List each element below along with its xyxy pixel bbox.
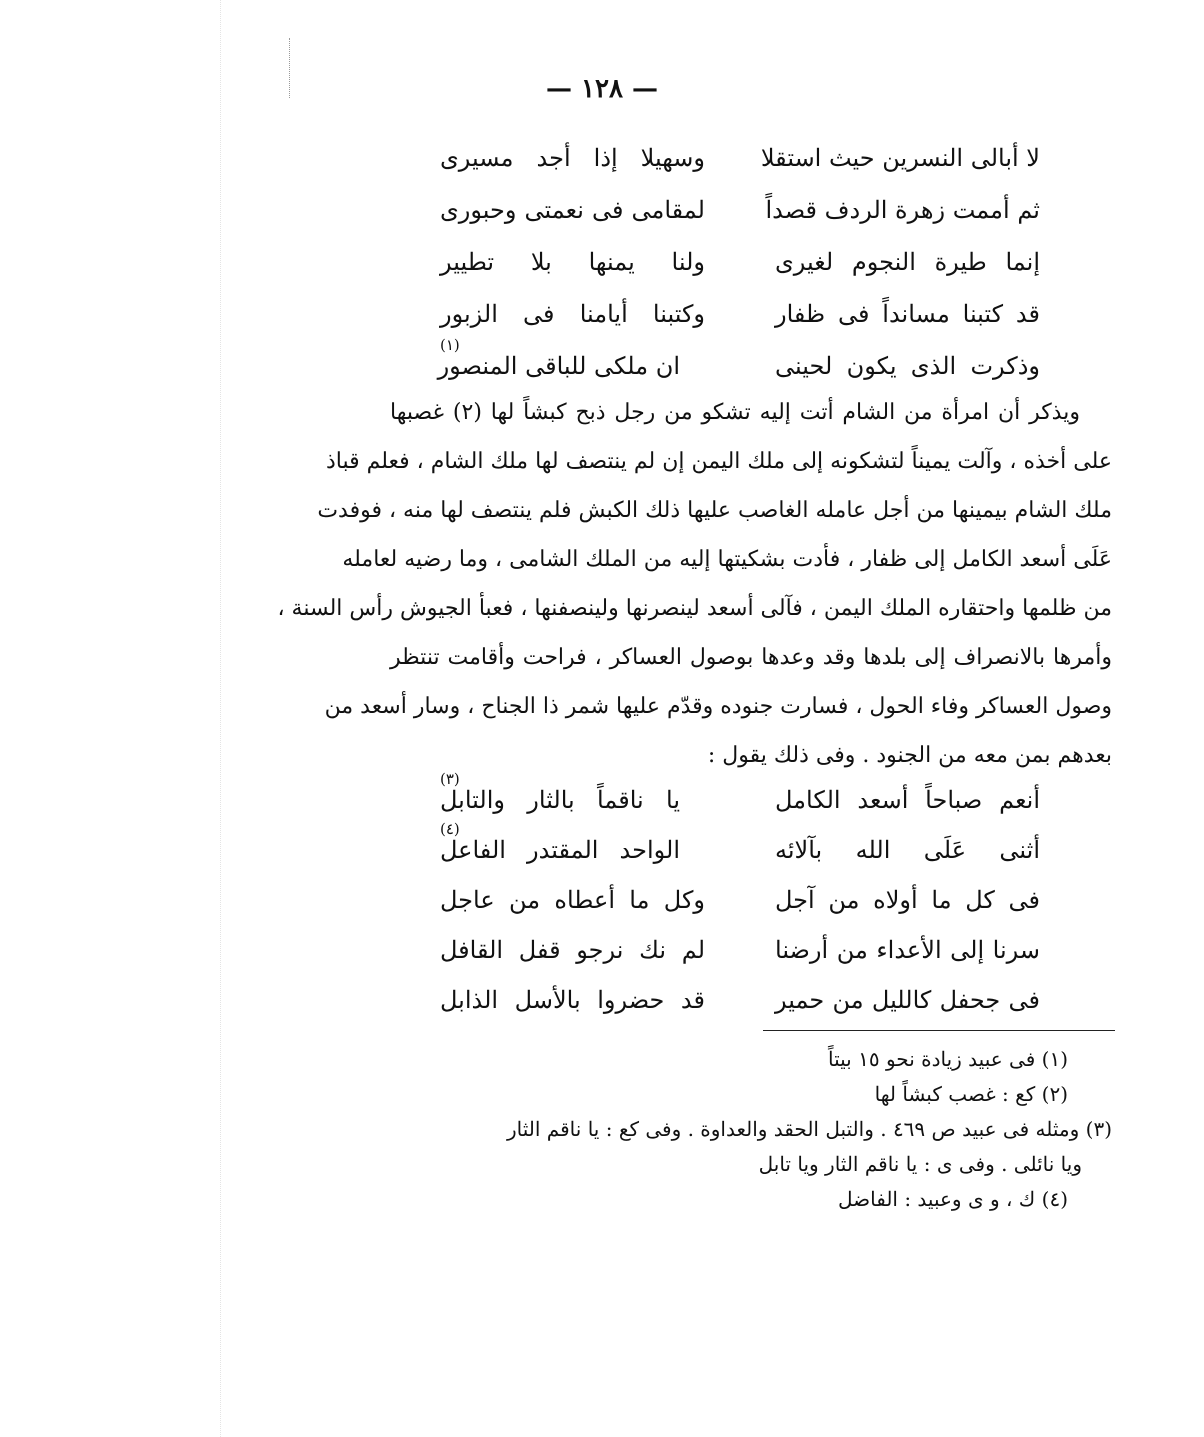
verse-first-hemistich: وذكرت الذى يكون لحينى [775, 352, 1040, 380]
prose-line: على أخذه ، وآلت يميناً لتشكونه إلى ملك اليمن إن لم ينتصف لها ملك الشام ، فعلم قباذ [325, 449, 1112, 474]
verse-first-hemistich: فى كل ما أولاه من آجل [775, 886, 1040, 914]
poem-verse [440, 294, 1040, 334]
verse-second-hemistich: ان ملكى للباقى المنصور [437, 352, 680, 380]
footnote-reference: (٤) [440, 820, 460, 838]
footnote-separator [763, 1030, 1115, 1031]
page-number: — ١٢٨ — [545, 74, 659, 104]
verse-first-hemistich: أثنى عَلَى الله بآلائه [775, 836, 1040, 864]
verse-first-hemistich: إنما طيرة النجوم لغيرى [775, 248, 1040, 276]
poem-verse [437, 336, 1040, 386]
verse-second-hemistich: لمقامى فى نعمتى وحبورى [440, 196, 705, 224]
prose-line: عَلَى أسعد الكامل إلى ظفار ، فأدت بشكيتها إليه من الملك الشامى ، وما رضيه لعامله [342, 547, 1112, 572]
footnote: ويا نائلى . وفى ى : يا ناقم الثار ويا تابل [758, 1152, 1082, 1176]
poem-verse [440, 770, 1040, 820]
footnote: (٤) ك ، و ى وعبيد : الفاضل [837, 1187, 1068, 1211]
verse-first-hemistich: لا أبالى النسرين حيث استقلا [760, 144, 1040, 172]
poem-verse [440, 138, 1040, 178]
prose-line: ويذكر أن امرأة من الشام أتت إليه تشكو من رجل ذبح كبشاً لها (٢) غصبها [390, 400, 1080, 425]
scan-margin-mark [220, 0, 221, 1437]
prose-line: وصول العساكر وفاء الحول ، فسارت جنوده وقدّم عليها شمر ذا الجناح ، وسار أسعد من [324, 694, 1112, 719]
footnotes [390, 1042, 1112, 1217]
verse-second-hemistich: يا ناقماً بالثار والتابل [440, 786, 680, 814]
footnote: (٢) كع : غصب كبشاً لها [874, 1082, 1068, 1106]
prose-line: بعدهم بمن معه من الجنود . وفى ذلك يقول : [707, 743, 1112, 768]
verse-second-hemistich: وكتبنا أيامنا فى الزبور [440, 300, 705, 328]
footnote-reference: (١) [440, 336, 460, 354]
prose-paragraph [277, 388, 1112, 780]
footnote-reference: (٣) [440, 770, 460, 788]
verse-first-hemistich: أنعم صباحاً أسعد الكامل [775, 786, 1040, 814]
poem-verse [440, 930, 1040, 970]
verse-second-hemistich: قد حضروا بالأسل الذابل [440, 986, 705, 1014]
poem-verse [440, 190, 1040, 230]
poem-verse [440, 242, 1040, 282]
verse-first-hemistich: ثم أممت زهرة الردف قصداً [765, 196, 1040, 224]
prose-line: من ظلمها واحتقاره الملك اليمن ، فآلى أسعد لينصرنها ولينصفنها ، فعبأ الجيوش رأس السنة ، [277, 596, 1112, 621]
verse-second-hemistich: لم نك نرجو قفل القافل [440, 936, 705, 964]
poem-verse [440, 820, 1040, 870]
poem-verse [440, 980, 1040, 1020]
poem-verse [440, 880, 1040, 920]
footnote: (١) فى عبيد زيادة نحو ١٥ بيتاً [828, 1047, 1068, 1071]
prose-line: وأمرها بالانصراف إلى بلدها وقد وعدها بوصول العساكر ، فراحت وأقامت تنتظر [390, 645, 1112, 670]
verse-first-hemistich: سرنا إلى الأعداء من أرضنا [775, 936, 1040, 964]
verse-second-hemistich: وكل ما أعطاه من عاجل [440, 886, 705, 914]
verse-first-hemistich: قد كتبنا مسانداً فى ظفار [775, 300, 1040, 328]
verse-second-hemistich: الواحد المقتدر الفاعل [440, 836, 680, 864]
verse-second-hemistich: وسهيلا إذا أجد مسيرى [440, 144, 705, 172]
footnote: (٣) ومثله فى عبيد ص ٤٦٩ . والتبل الحقد والعداوة . وفى كع : يا ناقم الثار [507, 1117, 1112, 1141]
prose-line: ملك الشام بيمينها من أجل عامله الغاصب عليها ذلك الكبش فلم ينتصف لها منه ، فوفدت [317, 498, 1112, 523]
verse-first-hemistich: فى جحفل كالليل من حمير [775, 986, 1040, 1014]
verse-second-hemistich: ولنا يمنها بلا تطيير [440, 248, 705, 276]
